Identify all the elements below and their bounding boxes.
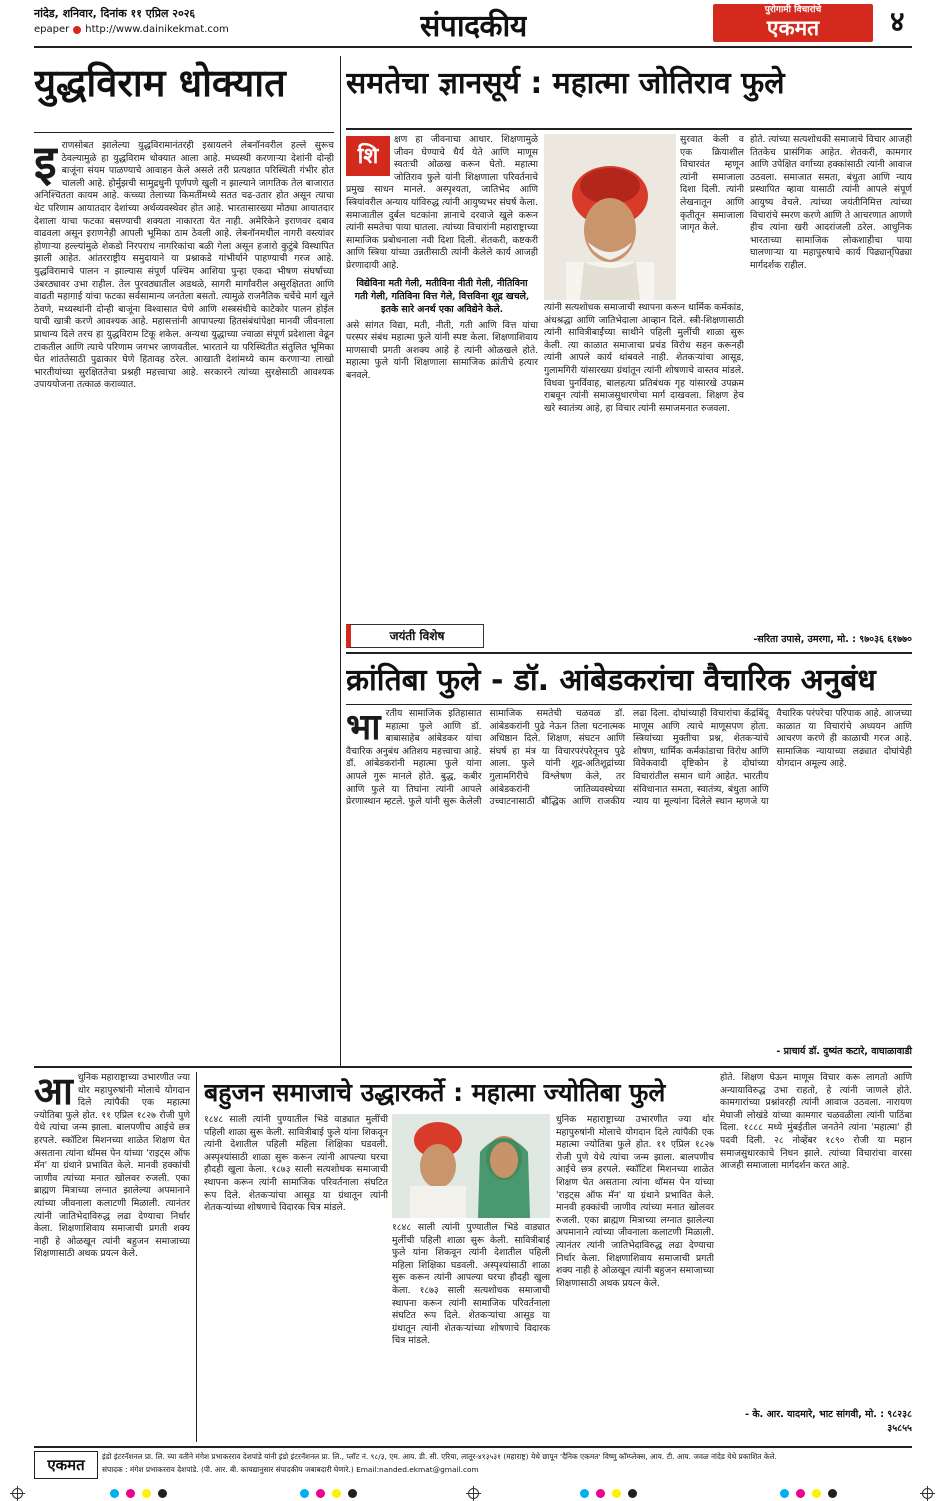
feature3-title: बहुजन समाजाचे उद्धारकर्ते : महात्मा ज्योतिबा फुले [204, 1078, 666, 1107]
jayanti-label [346, 624, 484, 648]
feature1-byline: -सरिता उपासे, उमरगा, मो. : ९७०३६ ६१७७० [753, 634, 912, 645]
swatch-magenta-4 [796, 1489, 805, 1498]
phule-portrait-art [544, 134, 676, 300]
feature3-text-left: धुनिक महाराष्ट्राच्या उभारणीत ज्या थोर महापुरुषांनी मोलाचे योगदान दिले त्यांपैकी एक महात्मा ज्योतिबा फुले होत. ११ एप्रिल १८२७ रोजी पुणे येथे त्यांचा जन्म झाला. बालपणीच आईचे छत्र हरपले. स्कॉटिश मिशनच्या शाळेत शिक्षण घेत असताना त्यांना थॉमस पेन यांच्या 'राइट्स ऑफ मॅन' या ग्रंथाने प्रभावित केले. मानवी हक्कांची जाणीव त्यांच्या मनात खोलवर रुजली. एका ब्राह्मण मित्राच्या लग्नात झालेल्या अपमानाने त्यांच्या जीवनाला कलाटणी मिळाली. त्यानंतर त्यांनी जातिभेदाविरुद्ध लढा देण्याचा निर्धार केला. शिक्षणाशिवाय समाजाची प्रगती शक्य नाही हे ओळखून त्यांनी बहुजन समाजाच्या शिक्षणासाठी अथक प्रयत्न केले. [34, 1072, 190, 1260]
registration-mark-left [12, 1488, 23, 1499]
feature3-divider [196, 1072, 197, 1442]
feature3-dropcap: आ [34, 1072, 73, 1113]
footer-imprint: इंडो इंटरनॅशनल प्रा. लि. च्या वतीने मंगेश प्रभाकरराव देशपांडे यांनी इंडो इंटरनॅशनल प्रा. लि., प्लॉट नं. ९८/३, एम. आय. डी. सी. एरिया, लातूर-४१३५३१ (महाराष्ट्र) येथे छापून 'दैनिक एकमत' विष्णु कॉम्प्लेक्स, आय. टी. आय. जवळ नांदेड येथे प्रकाशित केले. [102, 1452, 777, 1461]
column-divider [340, 56, 341, 1066]
left-title-rule [34, 132, 334, 133]
feature1-text-e: होते. त्यांच्या सत्यशोधकी समाजाचे विचार आजही तितकेच प्रासंगिक आहेत. शेतकरी, कामगार आणि उपेक्षित वर्गाच्या हक्कांसाठी त्यांनी आवाज उठवला. समाजात समता, बंधुता आणि न्याय प्रस्थापित व्हावा यासाठी त्यांनी आपले संपूर्ण आयुष्य वेचले. त्यांच्या जयंतीनिमित्त त्यांच्या विचारांचे स्मरण करणे आणि ते आचरणात आणणे हीच त्यांना खरी आदरांजली ठरेल. आधुनिक भारताच्या सामाजिक लोकशाहीचा पाया घालणाऱ्या या महापुरुषाचे कार्य पिढ्यान्‌पिढ्या मार्गदर्शक राहील. [750, 134, 912, 271]
swatch-yellow-2 [332, 1489, 341, 1498]
feature1-text-d: त्यांनी सत्यशोधक समाजाची स्थापना करून धार्मिक कर्मकांड, अंधश्रद्धा आणि जातिभेदाला आव्हान दिले. स्त्री-शिक्षणासाठी त्यांनी सावित्रीबाईंच्या साथीने पहिली मुलींची शाळा सुरू केली. त्या काळात समाजाचा प्रचंड विरोध सहन करूनही त्यांनी आपले कार्य थांबवले नाही. शेतकऱ्यांचा आसूड, गुलामगिरी यांसारख्या ग्रंथांतून त्यांनी शोषणाचे वास्तव मांडले. विधवा पुनर्विवाह, बालहत्या प्रतिबंधक गृह यांसारखे उपक्रम राबवून त्यांनी समाजसुधारणेचा मार्ग दाखवला. शिक्षण हेच खरे स्वातंत्र्य आहे, हा विचार त्यांनी समाजमनात रुजवला. [544, 302, 744, 414]
feature3-byline: - के. आर. यादमारे, भाट सांगवी, मो. : ९८२३८ ३५८५५ [745, 1409, 912, 1434]
feature2-text: रतीय सामाजिक इतिहासात महात्मा फुले आणि डॉ. बाबासाहेब आंबेडकर यांचा वैचारिक अनुबंध अतिशय महत्त्वाचा आहे. डॉ. आंबेडकरांनी महात्मा फुले यांना आपले गुरू मानले होते. बुद्ध, कबीर आणि फुले या तिघांना त्यांनी आपले प्रेरणास्थान म्हटले. फुले यांनी सुरू केलेली सामाजिक समतेची चळवळ डॉ. आंबेडकरांनी पुढे नेऊन तिला घटनात्मक अधिष्ठान दिले. शिक्षण, संघटन आणि संघर्ष हा मंत्र या विचारपरंपरेतूनच पुढे आला. फुले यांनी शूद्र-अतिशूद्रांच्या गुलामगिरीचे विश्लेषण केले, तर आंबेडकरांनी जातिव्यवस्थेच्या उच्चाटनासाठी बौद्धिक आणि राजकीय लढा दिला. दोघांच्याही विचारांचा केंद्रबिंदू माणूस आणि त्याचे माणूसपण होता. स्त्रियांच्या मुक्तीचा प्रश्न, शेतकऱ्यांचे शोषण, धार्मिक कर्मकांडाचा विरोध आणि विवेकवादी दृष्टिकोन हे दोघांच्या विचारांतील समान धागे आहेत. भारतीय संविधानात समता, स्वातंत्र्य, बंधुता आणि न्याय या मूल्यांना दिलेले स्थान म्हणजे या वैचारिक परंपरेचा परिपाक आहे. आजच्या काळात या विचारांचे अध्ययन आणि आचरण करणे ही काळाची गरज आहे. सामाजिक न्यायाच्या लढ्यात दोघांचेही योगदान अमूल्य आहे. [346, 708, 912, 808]
feature1-text-c: सुरवात केली व एक क्रियाशील विचारवंत म्हणून त्यांनी समाजाला दिशा दिली. त्यांनी लेखनातून आणि कृतीतून समाजाला जागृत केले. [680, 134, 744, 234]
left-dropcap: इ [34, 140, 57, 189]
feature1-title: समतेचा ज्ञानसूर्य : महात्मा जोतिराव फुले [346, 66, 785, 101]
registration-mark-right [922, 1488, 933, 1499]
swatch-black-1 [158, 1489, 167, 1498]
header-rule [34, 46, 912, 48]
feature2-byline: - प्राचार्य डॉ. दुष्यंत कटारे, वाघाळावाडी [776, 1046, 912, 1057]
feature2-title: क्रांतिबा फुले - डॉ. आंबेडकरांचा वैचारिक अनुबंध [346, 663, 876, 698]
swatch-black-3 [628, 1489, 637, 1498]
feature3-right-col: होते. शिक्षण घेऊन माणूस विचार करू लागतो आणि अन्यायाविरुद्ध उभा राहतो, हे त्यांनी जाणले होते. कामगारांच्या प्रश्नांवरही त्यांनी आवाज उठवला. नारायण मेघाजी लोखंडे यांच्या कामगार चळवळीला त्यांनी पाठिंबा दिला. १८८८ मध्ये मुंबईतील जनतेने त्यांना 'महात्मा' ही पदवी दिली. २८ नोव्हेंबर १८९० रोजी या महान समाजसुधारकाचे निधन झाले. त्यांच्या विचारांचा वारसा आजही समाजाला मार्गदर्शन करत आहे. [720, 1072, 912, 1172]
swatch-magenta-2 [316, 1489, 325, 1498]
swatch-magenta-3 [596, 1489, 605, 1498]
feature1-highlight: विद्येविना मती गेली, मतीविना नीती गेली, नीतिविना गती गेली, गतिविना वित्त गेले, वित्तविना शूद्र खचले, इतके सारे अनर्थ एका अविद्येने केले. [354, 277, 530, 315]
dateline: नांदेड, शनिवार, दिनांक ११ एप्रिल २०२६ [34, 7, 196, 20]
feature3-mid-col-3: धुनिक महाराष्ट्राच्या उभारणीत ज्या थोर महापुरुषांनी मोलाचे योगदान दिले त्यांपैकी एक महात्मा ज्योतिबा फुले होत. ११ एप्रिल १८२७ रोजी पुणे येथे त्यांचा जन्म झाला. बालपणीच आईचे छत्र हरपले. स्कॉटिश मिशनच्या शाळेत शिक्षण घेत असताना त्यांना थॉमस पेन यांच्या 'राइट्स ऑफ मॅन' या ग्रंथाने प्रभावित केले. मानवी हक्कांची जाणीव त्यांच्या मनात खोलवर रुजली. एका ब्राह्मण मित्राच्या लग्नात झालेल्या अपमानाने त्यांच्या जीवनाला कलाटणी मिळाली. त्यानंतर त्यांनी जातिभेदाविरुद्ध लढा देण्याचा निर्धार केला. शिक्षणाशिवाय समाजाची प्रगती शक्य नाही हे ओळखून त्यांनी बहुजन समाजाच्या शिक्षणासाठी अथक प्रयत्न केले. [556, 1114, 714, 1289]
brand-name: एकमत [766, 16, 820, 40]
registration-mark-center [468, 1488, 479, 1499]
page-number: ४ [890, 5, 905, 38]
swatch-black-4 [828, 1489, 837, 1498]
left-editorial-text: राणसोबत झालेल्या युद्धविरामानंतरही इस्रायलने लेबनॉनवरील हल्ले सुरूच ठेवल्यामुळे हा युद्धविराम धोक्यात आला आहे. मध्यस्थी करणाऱ्या देशांनी दोन्ही बाजूंना संयम पाळण्याचे आवाहन केले असले तरी प्रत्यक्षात परिस्थिती गंभीर होत चालली आहे. होर्मुझची सामुद्रधुनी पूर्णपणे खुली न झाल्याने जागतिक तेल बाजारात अनिश्चितता कायम आहे. कच्च्या तेलाच्या किमतींमध्ये सतत चढ-उतार होत असून त्याचा थेट परिणाम आयातदार देशांच्या अर्थव्यवस्थेवर होत आहे. भारतासारख्या मोठ्या आयातदार देशाला याचा फटका बसण्याची शक्यता नाकारता येत नाही. अमेरिकेने इराणवर दबाव वाढवला असून इराणनेही आपली भूमिका ठाम ठेवली आहे. लेबनॉनमधील नागरी वस्त्यांवर होणाऱ्या हल्ल्यांमुळे शेकडो निरपराध नागरिकांचा बळी गेला असून हजारो कुटुंबे विस्थापित झाली आहेत. आंतरराष्ट्रीय समुदायाने या प्रश्नाकडे गांभीर्याने पाहण्याची गरज आहे. युद्धविरामाचे पालन न झाल्यास संपूर्ण पश्चिम आशिया पुन्हा एकदा भीषण संघर्षाच्या उंबरठ्यावर उभा राहील. तेल पुरवठ्यातील अडथळे, सागरी मार्गांवरील असुरक्षितता आणि वाढती महागाई यांचा फटका सर्वसामान्य जनतेला बसतो. त्यामुळे राजनैतिक चर्चेचे मार्ग खुले ठेवणे, मध्यस्थांनी दोन्ही बाजूंना विश्वासात घेणे आणि शस्त्रसंधीचे काटेकोर पालन होईल याची खात्री करणे आवश्यक आहे. महासत्तांनी आपापल्या हितसंबंधांपेक्षा मानवी जीवनाला प्राधान्य दिले तरच हा युद्धविराम टिकू शकेल. अन्यथा युद्धाच्या ज्वाळा संपूर्ण प्रदेशाला वेढून टाकतील आणि त्याचे परिणाम जगभर जाणवतील. भारताने या परिस्थितीत संतुलित भूमिका घेत शांततेसाठी पुढाकार घेणे हितावह ठरेल. आखाती देशांमध्ये काम करणाऱ्या लाखो भारतीयांच्या सुरक्षिततेचा प्रश्नही महत्त्वाचा आहे. सरकारने त्यांच्या सुरक्षेसाठी आवश्यक उपाययोजना तत्काळ कराव्यात. [34, 140, 334, 391]
swatch-cyan-4 [780, 1489, 789, 1498]
feature3-mid-col: १८४८ साली त्यांनी पुण्यातील भिडे वाड्यात मुलींची पहिली शाळा सुरू केली. सावित्रीबाई फुले यांना शिकवून त्यांनी देशातील पहिली महिला शिक्षिका घडवली. अस्पृश्यांसाठी शाळा सुरू करून त्यांनी आपल्या घरचा हौदही खुला केला. १८७३ साली सत्यशोधक समाजाची स्थापना करून त्यांनी सामाजिक परिवर्तनाला संघटित रूप दिले. शेतकऱ्यांचा आसूड या ग्रंथातून त्यांनी शेतकऱ्यांच्या शोषणाचे विदारक चित्र मांडले. [204, 1114, 388, 1214]
feature1-bottom-rule [346, 652, 912, 654]
feature3-mid-col-2: १८४८ साली त्यांनी पुण्यातील भिडे वाड्यात मुलींची पहिली शाळा सुरू केली. सावित्रीबाई फुले यांना शिकवून त्यांनी देशातील पहिली महिला शिक्षिका घडवली. अस्पृश्यांसाठी शाळा सुरू करून त्यांनी आपल्या घरचा हौदही खुला केला. १८७३ साली सत्यशोधक समाजाची स्थापना करून त्यांनी सामाजिक परिवर्तनाला संघटित रूप दिले. शेतकऱ्यांचा आसूड या ग्रंथातून त्यांनी शेतकऱ्यांच्या शोषणाचे विदारक चित्र मांडले. [392, 1222, 550, 1347]
swatch-cyan-1 [110, 1489, 119, 1498]
epaper-label: epaper [34, 24, 70, 35]
phule-couple-portrait [392, 1114, 550, 1218]
swatch-yellow-3 [612, 1489, 621, 1498]
feature2-dropcap: भा [346, 708, 381, 748]
phule-portrait [544, 134, 676, 300]
left-editorial-body [34, 140, 334, 645]
feature1-col-a [346, 134, 538, 620]
feature1-dropcap: शि [357, 143, 379, 169]
swatch-black-2 [348, 1489, 357, 1498]
feature2-rule [346, 704, 912, 705]
globe-icon [73, 26, 81, 34]
phule-couple-art [392, 1114, 550, 1218]
epaper-row [34, 24, 229, 35]
feature3-left-col [34, 1072, 190, 1440]
swatch-yellow-4 [812, 1489, 821, 1498]
swatch-cyan-2 [300, 1489, 309, 1498]
left-editorial-title: युद्धविराम धोक्यात [34, 61, 286, 105]
footer-logo [34, 1451, 98, 1479]
mid-page-rule [34, 1066, 912, 1068]
footer-logo-text: एकमत [47, 1456, 85, 1474]
swatch-yellow-1 [142, 1489, 151, 1498]
section-title: संपादकीय [420, 9, 527, 44]
jayanti-label-text: जयंती विशेष [389, 629, 445, 643]
feature1-dropcap-box [346, 136, 390, 176]
swatch-cyan-3 [580, 1489, 589, 1498]
feature1-rule [346, 128, 912, 130]
feature1-text-a: क्षण हा जीवनाचा आधार. शिक्षणामुळे जीवन घेण्याचे धैर्य येते आणि माणूस स्वतःची ओळख करून घेतो. महात्मा जोतिराव फुले यांनी शिक्षणाला परिवर्तनाचे प्रमुख साधन मानले. अस्पृश्यता, जातिभेद आणि स्त्रियांवरील अन्याय यांविरुद्ध त्यांनी आयुष्यभर संघर्ष केला. समाजातील दुर्बल घटकांना ज्ञानाचे दरवाजे खुले करून त्यांनी समतेचा पाया घातला. त्यांच्या विचारांनी महाराष्ट्राच्या सामाजिक प्रबोधनाला नवी दिशा दिली. शेतकरी, कष्टकरी आणि स्त्रिया यांच्या उन्नतीसाठी त्यांनी केलेले कार्य आजही प्रेरणादायी आहे. [346, 134, 538, 271]
feature1-text-b: असे सांगत विद्या, मती, नीती, गती आणि वित्त यांचा परस्पर संबंध महात्मा फुले यांनी स्पष्ट केला. शिक्षणाशिवाय माणसाची प्रगती अशक्य आहे हे त्यांनी ओळखले होते. महात्मा फुले यांनी शिक्षणाला सामाजिक क्रांतीचे हत्यार बनवले. [346, 319, 538, 381]
epaper-link[interactable]: http://www.dainikekmat.com [85, 24, 229, 35]
tagline: पुरोगामी विचारांचे [764, 5, 822, 15]
masthead-logo [713, 4, 873, 42]
footer-rule [34, 1446, 912, 1448]
footer-editor-line: संपादक : मंगेश प्रभाकरराव देशपांडे. (पी. आर. बी. कायद्यानुसार संपादकीय जबाबदारी घेणारे.) Email:nanded.ekmat@gmail.com [102, 1465, 479, 1474]
feature2-body [346, 708, 912, 1038]
swatch-magenta-1 [126, 1489, 135, 1498]
